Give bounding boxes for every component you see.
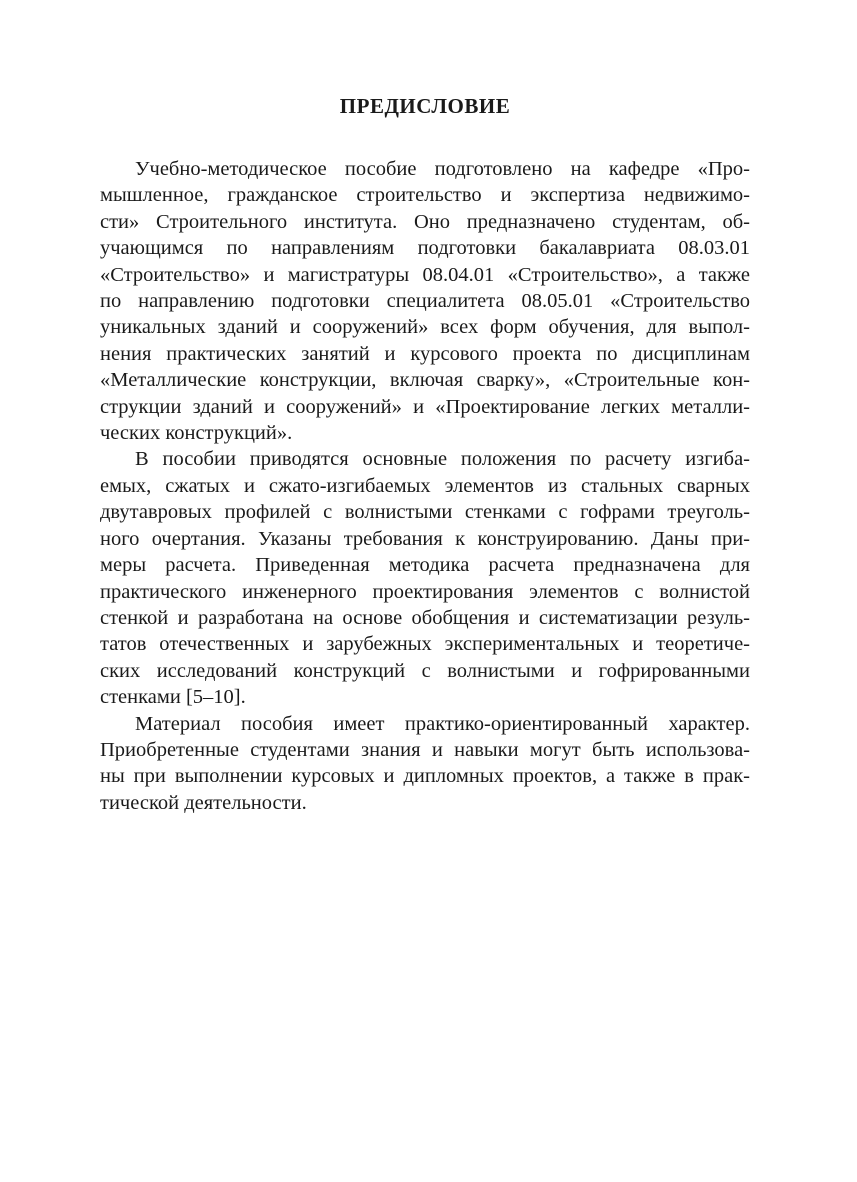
text-line: практического инженерного проектирования элементов с волнистой	[100, 580, 750, 603]
text-line: струкции зданий и сооружений» и «Проектирование легких металли-	[100, 395, 750, 418]
text-line: стенками [5–10].	[100, 686, 246, 709]
text-line: емых, сжатых и сжато-изгибаемых элементов из стальных сварных	[100, 474, 750, 497]
text-line: двутавровых профилей с волнистыми стенками с гофрами треуголь-	[100, 501, 750, 524]
text-line: Приобретенные студентами знания и навыки могут быть использова-	[100, 738, 750, 761]
text-line: ческих конструкций».	[100, 422, 293, 445]
text-line: «Строительство» и магистратуры 08.04.01 «Строительство», а также	[100, 263, 750, 286]
text-line: по направлению подготовки специалитета 08.05.01 «Строительство	[100, 290, 750, 313]
document-page	[100, 92, 750, 816]
paragraph-2	[100, 446, 750, 710]
text-line: Материал пособия имеет практико-ориентированный характер.	[135, 712, 750, 735]
text-line: меры расчета. Приведенная методика расчета предназначена для	[100, 554, 750, 577]
page-title: ПРЕДИСЛОВИЕ	[339, 94, 511, 118]
text-line: ного очертания. Указаны требования к конструированию. Даны при-	[100, 527, 750, 550]
text-line: мышленное, гражданское строительство и экспертиза недвижимо-	[100, 184, 750, 207]
text-line: татов отечественных и зарубежных экспериментальных и теоретиче-	[100, 633, 750, 656]
text-line: тической деятельности.	[100, 791, 307, 814]
text-line: ских исследований конструкций с волнистыми и гофрированными	[100, 659, 750, 682]
text-line: сти» Строительного института. Оно предназначено студентам, об-	[100, 210, 750, 233]
text-line: стенкой и разработана на основе обобщения и систематизации резуль-	[100, 606, 750, 629]
text-line: уникальных зданий и сооружений» всех форм обучения, для выпол-	[100, 316, 750, 339]
text-line: учающимся по направлениям подготовки бакалавриата 08.03.01	[100, 237, 750, 260]
paragraph-1	[100, 156, 750, 446]
text-line: Учебно-методическое пособие подготовлено на кафедре «Про-	[135, 158, 750, 180]
paragraph-3	[100, 711, 750, 817]
text-line: нения практических занятий и курсового проекта по дисциплинам	[100, 342, 750, 365]
text-line: В пособии приводятся основные положения по расчету изгиба-	[135, 448, 750, 471]
text-line: «Металлические конструкции, включая сварку», «Строительные кон-	[100, 369, 750, 392]
text-line: ны при выполнении курсовых и дипломных проектов, а также в прак-	[100, 765, 750, 788]
